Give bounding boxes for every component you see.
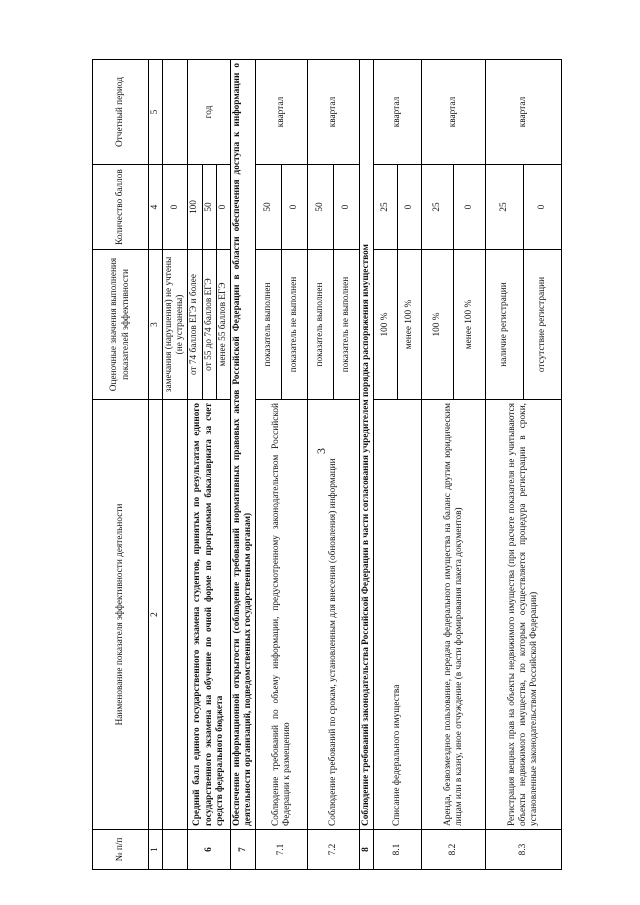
page-number: 3 [314, 448, 328, 454]
points: 25 [422, 165, 454, 250]
points: 100 [188, 165, 202, 250]
points: 0 [216, 165, 230, 250]
indicators-table [92, 59, 562, 870]
evaluation-value: 100 % [422, 250, 454, 400]
evaluation-value: от 74 баллов ЕГЭ и более [188, 250, 202, 400]
evaluation-value: наличие регистрации [486, 250, 524, 400]
continuation-period [163, 60, 188, 165]
section-row [360, 60, 374, 870]
header-row [93, 60, 149, 870]
row-number: 7 [230, 830, 255, 870]
points: 0 [454, 165, 486, 250]
indicator-name: Списание федерального имущества [374, 400, 422, 830]
continuation-points: 0 [163, 165, 188, 250]
rotated-page [92, 60, 548, 870]
evaluation-value: показатель не выполнен [334, 250, 360, 400]
row-number: 6 [188, 830, 230, 870]
period: квартал [486, 60, 562, 165]
points: 0 [524, 165, 562, 250]
index-cell: 2 [149, 400, 163, 830]
section-title: Обеспечение информационной открытости (соблюдение требований нормативных правовых актов Российской Федерации в области обеспечения доступа к информации о деятельности организаций, подведомственных государственным органам) [230, 60, 255, 830]
points: 50 [256, 165, 282, 250]
table-row [486, 60, 524, 870]
table-row [374, 60, 398, 870]
table-row [188, 60, 202, 870]
row-number: 8.1 [374, 830, 422, 870]
header-period: Отчетный период [93, 60, 149, 165]
period: квартал [422, 60, 486, 165]
table-row [256, 60, 282, 870]
evaluation-value: 100 % [374, 250, 398, 400]
evaluation-value: показатель выполнен [308, 250, 334, 400]
index-row [149, 60, 163, 870]
points: 0 [282, 165, 308, 250]
continuation-row [163, 60, 188, 870]
header-num: № п/п [93, 830, 149, 870]
header-name: Наименование показателя эффективности деятельности [93, 400, 149, 830]
period: квартал [308, 60, 360, 165]
continuation-num [163, 830, 188, 870]
table-row [422, 60, 454, 870]
row-number: 8 [360, 830, 374, 870]
index-cell: 1 [149, 830, 163, 870]
row-number: 7.1 [256, 830, 308, 870]
continuation-name [163, 400, 188, 830]
header-points: Количество баллов [93, 165, 149, 250]
header-values: Оценочные значения выполнения показателей эффективности [93, 250, 149, 400]
indicator-name: Соблюдение требований по объему информации, предусмотренному законодательством Российской Федерации к размещению [256, 400, 308, 830]
evaluation-value: от 55 до 74 баллов ЕГЭ [202, 250, 216, 400]
evaluation-value: показатель не выполнен [282, 250, 308, 400]
indicator-name: Аренда, безвозмездное пользование, передача федерального имущества на баланс другим юридическим лицам или в казну, иное отчуждение (в части формирования пакета документов) [422, 400, 486, 830]
index-cell: 4 [149, 165, 163, 250]
section-title: Соблюдение требований законодательства Российской Федерации в части согласования учредителем порядка распоряжения имуществом [360, 60, 374, 830]
period: квартал [256, 60, 308, 165]
table-row [308, 60, 334, 870]
row-number: 8.2 [422, 830, 486, 870]
row-number: 7.2 [308, 830, 360, 870]
index-cell: 5 [149, 60, 163, 165]
evaluation-value: менее 100 % [398, 250, 422, 400]
indicator-name: Соблюдение требований по срокам, установленным для внесения (обновления) информации [308, 400, 360, 830]
continuation-value: замечания (нарушения) не учтены (не устранены) [163, 250, 188, 400]
index-cell: 3 [149, 250, 163, 400]
evaluation-value: менее 55 баллов ЕГЭ [216, 250, 230, 400]
period: квартал [374, 60, 422, 165]
row-number: 8.3 [486, 830, 562, 870]
evaluation-value: показатель выполнен [256, 250, 282, 400]
points: 25 [374, 165, 398, 250]
points: 0 [334, 165, 360, 250]
points: 25 [486, 165, 524, 250]
points: 50 [202, 165, 216, 250]
indicator-name: Регистрация вещных прав на объекты недвижимого имущества (при расчете показателя не учитываются объекты недвижимого имущества, по которым осуществляется процедура регистрации в сроки, установленные законодательством Российской Федерации) [486, 400, 562, 830]
points: 0 [398, 165, 422, 250]
period: год [188, 60, 230, 165]
section-row [230, 60, 255, 870]
indicator-name: Средний балл единого государственного экзамена студентов, принятых по результатам единого государственного экзамена на обучение по очной форме по программам бакалавриата за счет средств федерального бюджета [188, 400, 230, 830]
evaluation-value: отсутствие регистрации [524, 250, 562, 400]
evaluation-value: менее 100 % [454, 250, 486, 400]
points: 50 [308, 165, 334, 250]
